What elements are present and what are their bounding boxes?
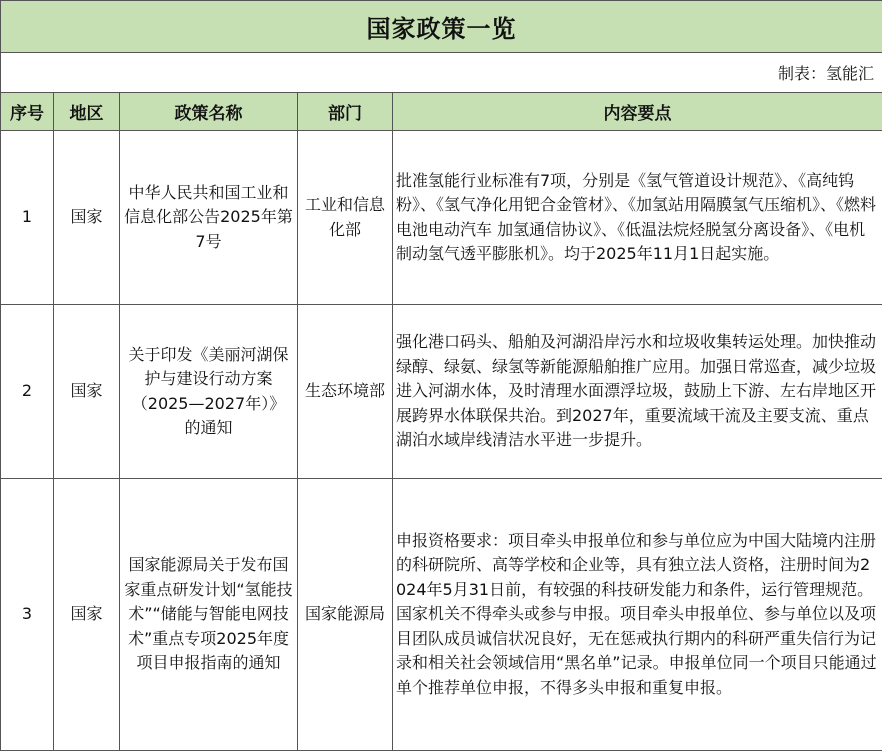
row-content: 申报资格要求：项目牵头申报单位和参与单位应为中国大陆境内注册的科研院所、高等学校和企业等，具有独立法人资格，注册时间为2024年5月31日前，有较强的科技研发能力和条件，运行管理规范。国家机关不得牵头或参与申报。项目牵头申报单位、参与单位以及项目团队成员诚信状况良好，无在惩戒执行期内的科研严重失信行为记录和相关社会领域信用“黑名单”记录。申报单位同一个项目只能通过单个推荐单位申报，不得多头申报和重复申报。 [393, 479, 882, 751]
table-row [1, 479, 882, 751]
row-region: 国家 [54, 305, 120, 479]
table-maker: 制表：氢能汇 [1, 53, 882, 93]
row-region: 国家 [54, 131, 120, 305]
table-row [1, 305, 882, 479]
row-department: 生态环境部 [298, 305, 393, 479]
header-row [1, 93, 882, 131]
header-dept: 部门 [298, 93, 393, 131]
row-region: 国家 [54, 479, 120, 751]
row-number: 1 [1, 131, 54, 305]
table-row [1, 131, 882, 305]
row-content: 强化港口码头、船舶及河湖沿岸污水和垃圾收集转运处理。加快推动绿醇、绿氨、绿氢等新能源船舶推广应用。加强日常巡查，减少垃圾进入河湖水体，及时清理水面漂浮垃圾，鼓励上下游、左右岸地区开展跨界水体联保共治。到2027年，重要流域干流及主要支流、重点湖泊水域岸线清洁水平进一步提升。 [393, 305, 882, 479]
row-number: 2 [1, 305, 54, 479]
row-policy-name: 关于印发《美丽河湖保护与建设行动方案（2025—2027年）》的通知 [120, 305, 298, 479]
row-number: 3 [1, 479, 54, 751]
header-region: 地区 [54, 93, 120, 131]
row-policy-name: 中华人民共和国工业和信息化部公告2025年第7号 [120, 131, 298, 305]
row-content: 批准氢能行业标准有7项，分别是《氢气管道设计规范》、《高纯钨粉》、《氢气净化用钯合金管材》、《加氢站用隔膜氢气压缩机》、《燃料电池电动汽车 加氢通信协议》、《低温法烷烃脱氢分离设备》、《电机制动氢气透平膨胀机》。均于2025年11月1日起实施。 [393, 131, 882, 305]
row-department: 工业和信息化部 [298, 131, 393, 305]
row-department: 国家能源局 [298, 479, 393, 751]
header-content: 内容要点 [393, 93, 882, 131]
table-title: 国家政策一览 [1, 1, 882, 53]
header-no: 序号 [1, 93, 54, 131]
row-policy-name: 国家能源局关于发布国家重点研发计划“氢能技术”“储能与智能电网技术”重点专项2025年度项目申报指南的通知 [120, 479, 298, 751]
header-policy: 政策名称 [120, 93, 298, 131]
